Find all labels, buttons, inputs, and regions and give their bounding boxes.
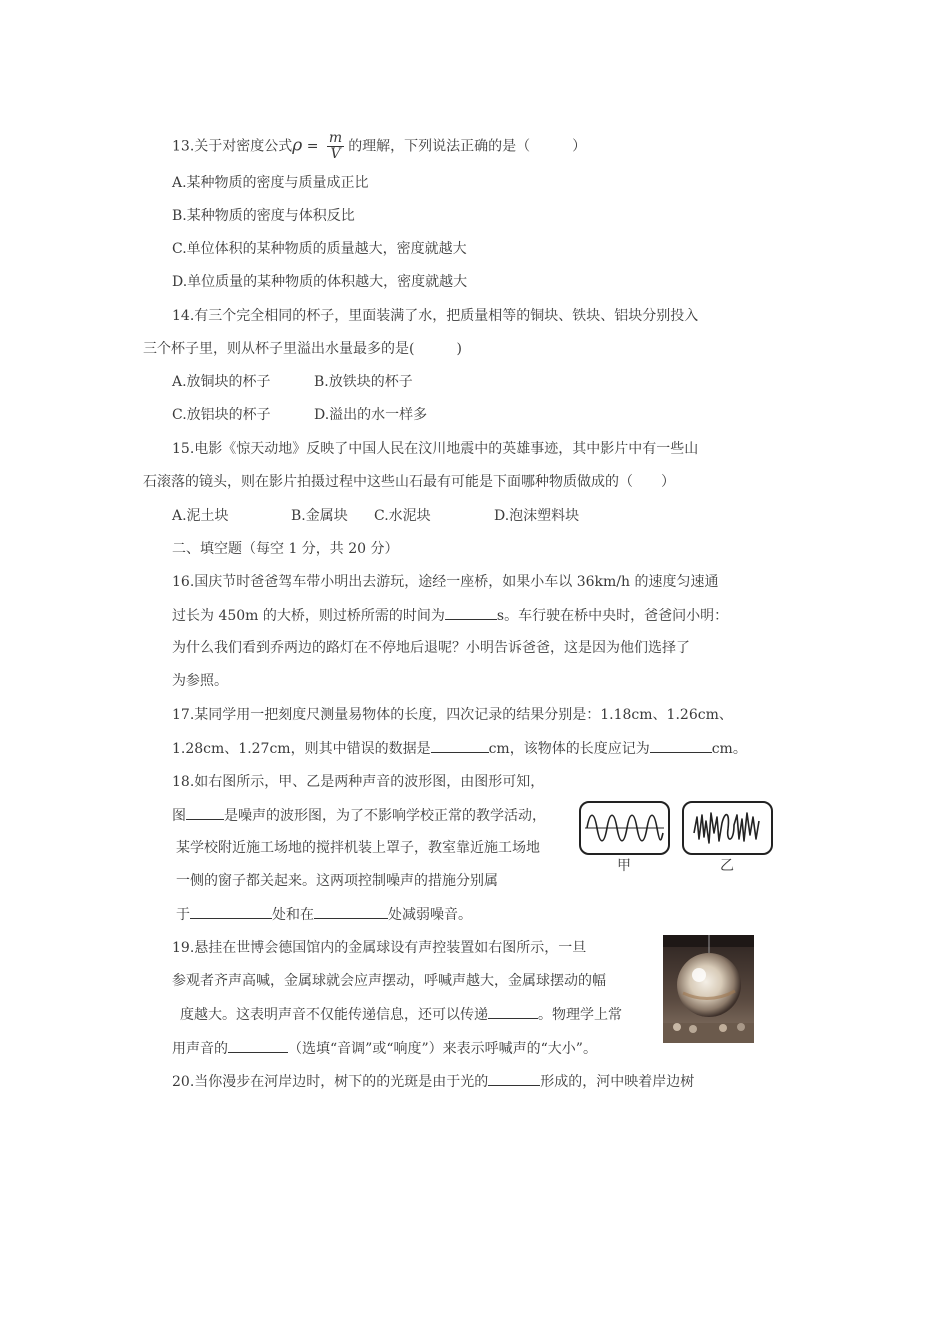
fraction-denominator: V — [330, 146, 341, 162]
q16-line-2-post: s。车行驶在桥中央时，爸爸问小明： — [496, 608, 729, 624]
q14-option-a: A.放铜块的杯子 — [172, 374, 271, 390]
q14-line-2: 三个杯子里，则从杯子里溢出水量最多的是( ) — [143, 341, 462, 357]
q19-line-4-post: （选填“音调”或“响度”）来表示呼喊声的“大小”。 — [288, 1041, 597, 1057]
q19-line-3-post: 。物理学上常 — [538, 1007, 622, 1023]
q17-line-2 — [172, 738, 747, 759]
section-heading-fill-in: 二、填空题（每空 1 分，共 20 分） — [172, 541, 399, 557]
q16-line-4: 为参照。 — [172, 673, 228, 689]
q15-option-c: C.水泥块 — [374, 508, 431, 524]
equals-sign: = — [302, 138, 323, 155]
irregular-noise-wave-icon — [684, 803, 771, 853]
q14-option-b: B.放铁块的杯子 — [314, 374, 413, 390]
q19-line-3-pre: 度越大。这表明声音不仅能传递信息，还可以传递 — [180, 1007, 488, 1023]
waveform-yi-box — [682, 801, 773, 855]
q18-line-2-post: 是噪声的波形图，为了不影响学校正常的教学活动， — [224, 808, 546, 824]
q19-answer-blank-energy[interactable] — [488, 1004, 538, 1019]
q17-line-1: 17.某同学用一把刻度尺测量易物体的长度，四次记录的结果分别是：1.18cm、1.26cm、 — [172, 707, 733, 723]
q13-option-c: C.单位体积的某种物质的质量越大，密度就越大 — [172, 241, 467, 257]
q18-line-2 — [172, 805, 546, 826]
q20-line-1 — [172, 1071, 694, 1092]
q13-option-a: A.某种物质的密度与质量成正比 — [172, 175, 369, 191]
q19-line-2: 参观者齐声高喊，金属球就会应声摆动，呼喊声越大，金属球摆动的幅 — [172, 973, 606, 989]
q18-answer-blank-path[interactable] — [314, 904, 388, 919]
q18-line-5-post: 处减弱噪音。 — [388, 907, 472, 923]
q20-line-1-post: 形成的，河中映着岸边树 — [540, 1074, 695, 1090]
waveform-yi-label: 乙 — [720, 858, 734, 874]
q19-answer-blank-loudness[interactable] — [228, 1038, 288, 1053]
q18-line-1: 18.如右图所示，甲、乙是两种声音的波形图，由图形可知， — [172, 774, 545, 790]
q15-option-d: D.泡沫塑料块 — [494, 508, 580, 524]
density-fraction — [327, 131, 344, 162]
q20-answer-blank-light[interactable] — [488, 1071, 540, 1086]
q20-line-1-pre: 20.当你漫步在河岸边时，树下的的光斑是由于光的 — [172, 1074, 489, 1090]
q19-line-4 — [172, 1038, 597, 1059]
q19-line-3 — [180, 1004, 622, 1025]
fraction-numerator: m — [328, 130, 343, 146]
q19-line-1: 19.悬挂在世博会德国馆内的金属球设有声控装置如右图所示，一旦 — [172, 940, 587, 956]
q18-line-5-pre: 于 — [176, 907, 190, 923]
q16-line-3: 为什么我们看到乔两边的路灯在不停地后退呢？小明告诉爸爸，这是因为他们选择了 — [172, 640, 690, 656]
waveform-jia-label: 甲 — [617, 858, 631, 874]
q13-stem — [172, 131, 586, 162]
q18-line-5 — [176, 904, 472, 925]
q13-stem-post: 的理解，下列说法正确的是（ ） — [348, 138, 587, 155]
q13-option-b: B.某种物质的密度与体积反比 — [172, 208, 355, 224]
q14-line-1: 14.有三个完全相同的杯子，里面装满了水，把质量相等的铜块、铁块、铝块分别投入 — [172, 308, 699, 324]
q16-line-2-pre: 过长为 450m 的大桥，则过桥所需的时间为 — [172, 608, 445, 624]
q16-line-2 — [172, 605, 728, 626]
regular-sine-wave-icon — [581, 803, 668, 853]
q15-option-a: A.泥土块 — [172, 508, 229, 524]
q16-answer-blank-time[interactable] — [445, 605, 497, 620]
q15-line-1: 15.电影《惊天动地》反映了中国人民在汶川地震中的英雄事迹，其中影片中有一些山 — [172, 441, 699, 457]
q17-line-2-post: cm。 — [711, 741, 747, 757]
q18-line-3: 某学校附近施工场地的搅拌机装上罩子，教室靠近施工场地 — [176, 840, 540, 856]
q15-line-2: 石滚落的镜头，则在影片拍摄过程中这些山石最有可能是下面哪种物质做成的（ ） — [143, 474, 675, 490]
q17-line-2-pre: 1.28cm、1.27cm，则其中错误的数据是 — [172, 741, 431, 757]
q18-answer-blank-figure[interactable] — [186, 805, 224, 820]
q14-option-c: C.放铝块的杯子 — [172, 407, 271, 423]
metal-ball-image-icon — [663, 935, 754, 1043]
waveform-jia-box — [579, 801, 670, 855]
metal-ball-photo — [663, 935, 754, 1043]
q15-option-b: B.金属块 — [291, 508, 348, 524]
q13-option-d: D.单位质量的某种物质的体积越大，密度就越大 — [172, 274, 468, 290]
q17-answer-blank-length[interactable] — [650, 738, 712, 753]
q19-line-4-pre: 用声音的 — [172, 1041, 228, 1057]
q17-answer-blank-wrong[interactable] — [431, 738, 489, 753]
q18-line-2-pre: 图 — [172, 808, 186, 824]
q18-answer-blank-source[interactable] — [190, 904, 272, 919]
q16-line-1: 16.国庆节时爸爸驾车带小明出去游玩，途经一座桥，如果小车以 36km/h 的速度匀速通 — [172, 574, 719, 590]
q17-line-2-mid: cm，该物体的长度应记为 — [488, 741, 650, 757]
density-symbol: ρ — [292, 135, 303, 156]
q13-stem-pre: 13.关于对密度公式 — [172, 138, 293, 155]
q14-option-d: D.溢出的水一样多 — [314, 407, 428, 423]
q18-line-5-mid: 处和在 — [272, 907, 314, 923]
q18-line-4: 一侧的窗子都关起来。这两项控制噪声的措施分别属 — [176, 873, 498, 889]
